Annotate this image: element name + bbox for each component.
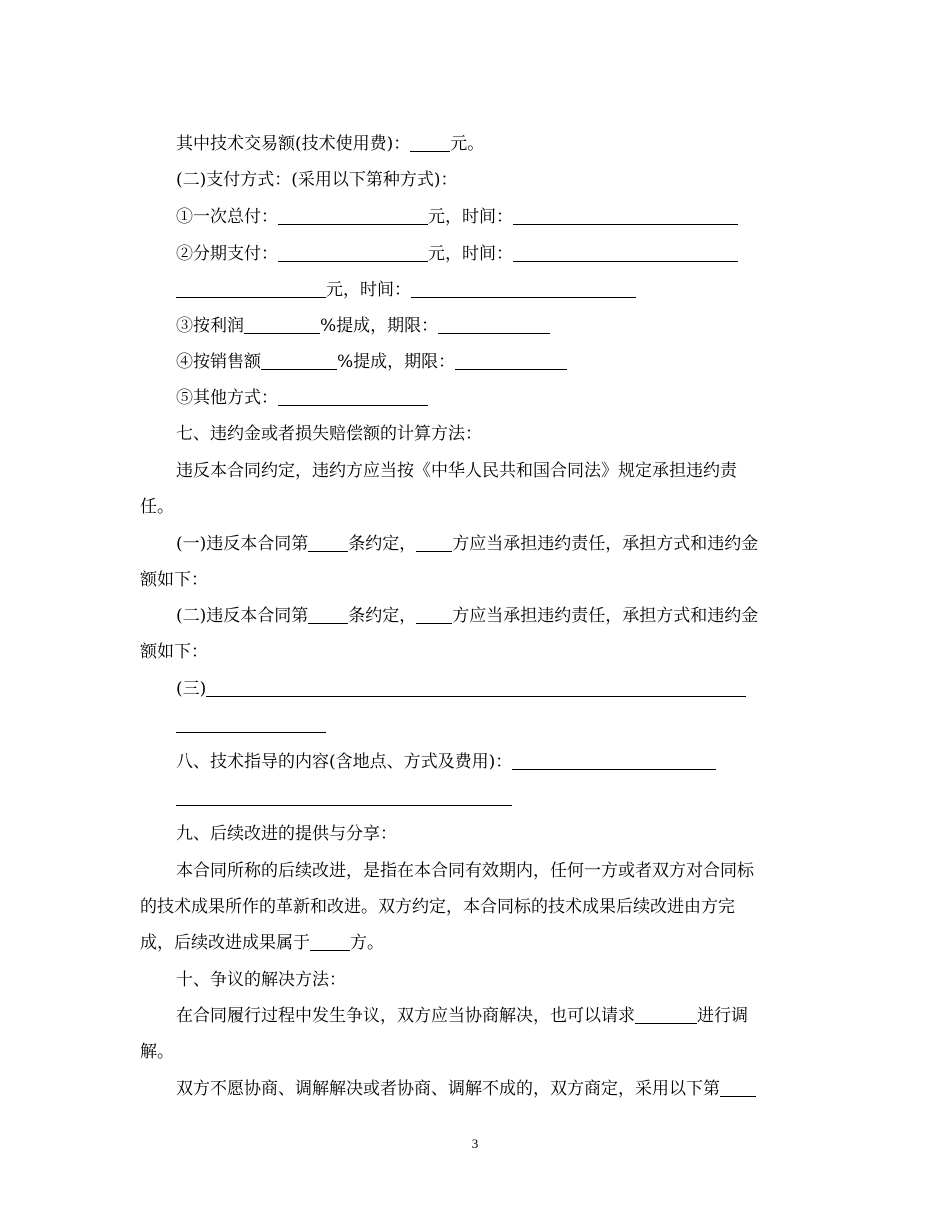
- blank-field: [308, 606, 348, 624]
- text-line: (二)违反本合同第 条约定， 方应当承担违约责任，承担方式和违约金: [176, 606, 759, 626]
- text-line: ⑤其他方式：: [176, 386, 428, 410]
- blank-field: [308, 534, 348, 552]
- text-line: 解。: [140, 1042, 174, 1062]
- blank-field: [416, 606, 452, 624]
- blank-field: [278, 207, 428, 225]
- text-line: 额如下：: [140, 642, 208, 662]
- blank-field: [438, 316, 550, 334]
- text-line: ②分期支付： 元，时间：: [176, 242, 738, 266]
- text-line: (一)违反本合同第 条约定， 方应当承担违约责任，承担方式和违约金: [176, 534, 759, 554]
- blank-field: [455, 352, 567, 370]
- text-line: [176, 786, 512, 810]
- blank-field: [512, 752, 716, 770]
- blank-field: [635, 1006, 697, 1024]
- text-line: 的技术成果所作的革新和改进。双方约定，本合同标的技术成果后续改进由方完: [140, 897, 735, 917]
- section-heading: 八、技术指导的内容(含地点、方式及费用)：: [176, 750, 716, 774]
- blank-field: [176, 280, 326, 298]
- text-line: 本合同所称的后续改进，是指在本合同有效期内，任何一方或者双方对合同标: [176, 861, 754, 881]
- text-line: ①一次总付： 元，时间：: [176, 205, 738, 229]
- blank-field: [513, 244, 738, 262]
- blank-field: [261, 352, 337, 370]
- section-heading: 九、后续改进的提供与分享：: [176, 824, 397, 844]
- text-line: 其中技术交易额(技术使用费)： 元。: [176, 134, 485, 154]
- section-heading: 十、争议的解决方法：: [176, 970, 346, 990]
- text-line: [176, 713, 326, 737]
- text-line: 元，时间：: [176, 278, 636, 302]
- blank-field: [244, 316, 320, 334]
- text-line: ③按利润 %提成，期限：: [176, 314, 550, 338]
- blank-field: [176, 715, 326, 733]
- blank-field: [416, 534, 452, 552]
- text-line: ④按销售额 %提成，期限：: [176, 350, 567, 374]
- text-line: (二)支付方式：(采用以下第种方式)：: [176, 170, 458, 190]
- blank-field: [411, 280, 636, 298]
- blank-field: [278, 244, 428, 262]
- blank-field: [278, 388, 428, 406]
- text-line: 违反本合同约定，违约方应当按《中华人民共和国合同法》规定承担违约责: [176, 461, 737, 481]
- text-line: 双方不愿协商、调解解决或者协商、调解不成的，双方商定，采用以下第: [176, 1077, 756, 1101]
- text-line: 在合同履行过程中发生争议，双方应当协商解决，也可以请求 进行调: [176, 1006, 748, 1026]
- text-line: 额如下：: [140, 570, 208, 590]
- text-line: 成，后续改进成果属于 方。: [140, 933, 384, 953]
- blank-field: [176, 788, 512, 806]
- blank-field: [513, 207, 738, 225]
- blank-field: [410, 134, 450, 152]
- section-heading: 七、违约金或者损失赔偿额的计算方法：: [176, 424, 482, 444]
- text-line: (三): [176, 677, 746, 701]
- blank-field: [720, 1079, 756, 1097]
- blank-field: [310, 933, 350, 951]
- text-line: 任。: [140, 497, 174, 517]
- page-number: 3: [471, 1136, 479, 1151]
- blank-field: [206, 679, 746, 697]
